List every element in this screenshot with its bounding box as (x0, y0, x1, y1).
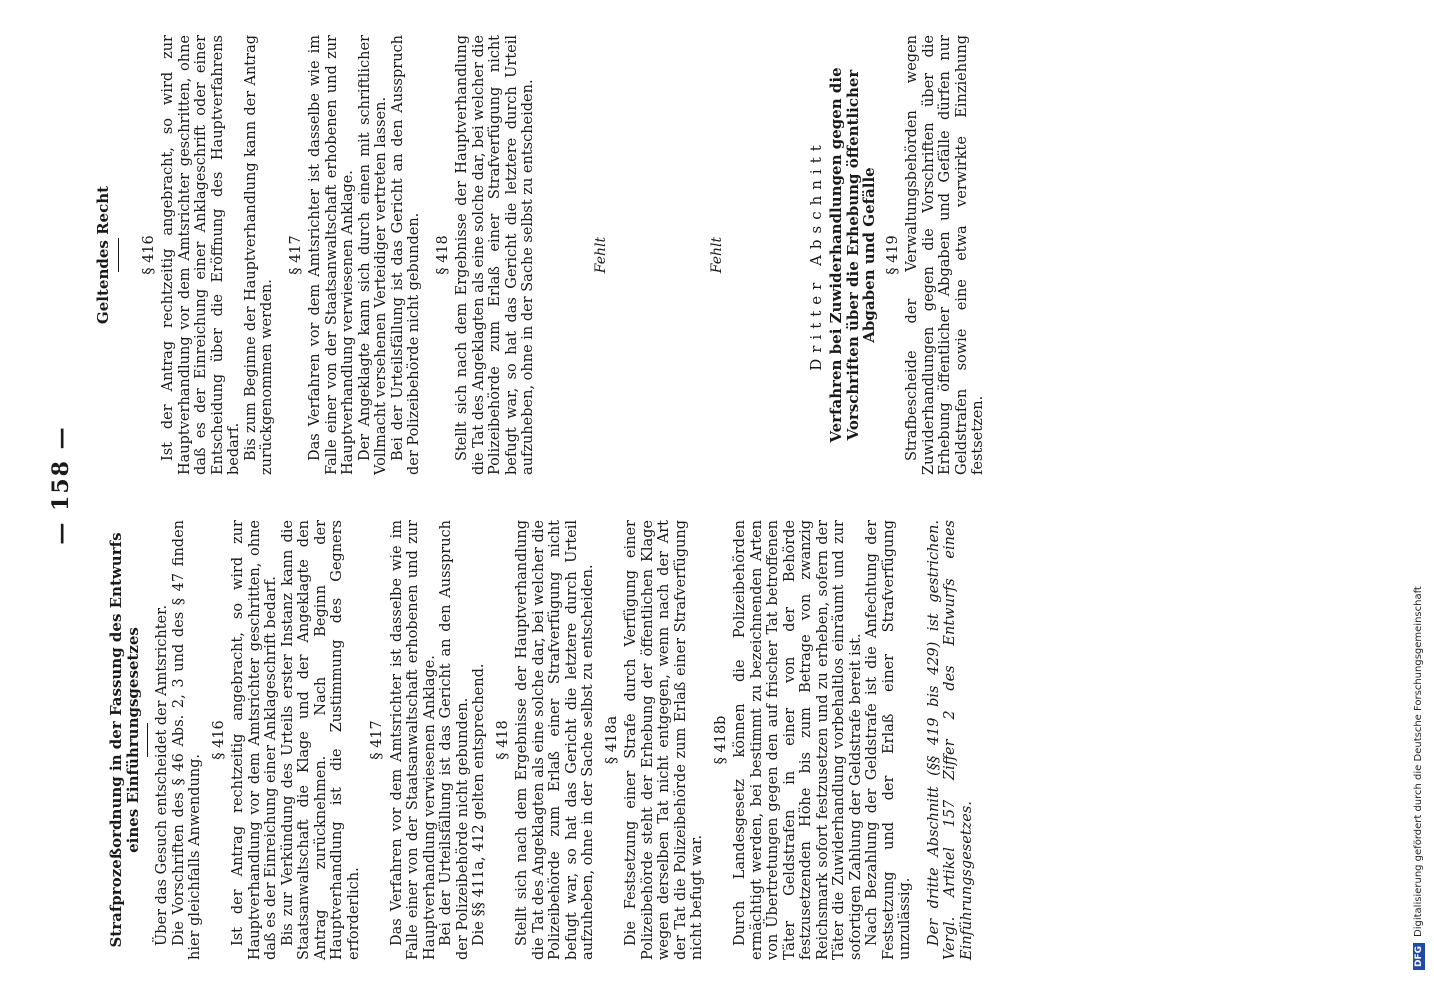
dfg-badge: DFG (1413, 943, 1425, 970)
section-paragraph: Bis zum Beginne der Hauptverhandlung kann der Antrag zurückgenommen werden. (242, 35, 275, 475)
section-title: § 416 (210, 720, 227, 760)
footnote: Der dritte Abschnitt (§§ 419 bis 429) ist gestrichen. Vergl. Artikel 157 Ziffer 2 des Entwurfs eines Einführungsgesetzes. (925, 520, 975, 960)
section-paragraph: Stellt sich nach dem Ergebnisse der Hauptverhandlung die Tat des Angeklagten als eine solche dar, bei welcher die Polizeibehörde zum Erlaß einer Strafverfügung nicht befugt war, so hat das Gericht die letztere durch Urteil aufzuheben, ohne in der Sache selbst zu entscheiden. (514, 520, 596, 960)
dfg-credit-text: Digitalisierung gefördert durch die Deutsche Forschungsgemeinschaft (1413, 586, 1424, 937)
section-paragraph: Ist der Antrag rechtzeitig angebracht, so wird zur Hauptverhandlung vor dem Amtsrichter geschritten, ohne daß es der Einreichung einer Anklageschrift bedarf. (230, 520, 279, 960)
section-title: § 417 (287, 235, 304, 275)
section-paragraph: Die §§ 411a, 412 gelten entsprechend. (471, 663, 487, 946)
section-title: § 418b (712, 715, 729, 765)
section-paragraph: Bei der Urteilsfällung ist das Gericht an den Ausspruch der Polizeibehörde nicht gebunden. (438, 520, 471, 960)
section-paragraph: Bei der Urteilsfällung ist das Gericht an den Ausspruch der Polizeibehörde nicht gebunden. (389, 35, 422, 475)
section-paragraph: Strafbescheide der Verwaltungsbehörden wegen Zuwiderhandlungen gegen die Vorschriften über die Erhebung öffentlicher Abgaben und Gefälle dürfen nur Geldstrafen sowie eine etwa verwirkte Einziehung festsetzen. (904, 35, 986, 475)
left-heading: Strafprozeßordnung in der Fassung des Entwurfs eines Einführungsgesetzes (107, 532, 142, 948)
fehlt-note: Fehlt (592, 236, 609, 274)
section-paragraph: Das Verfahren vor dem Amtsrichter ist dasselbe wie im Falle einer von der Staatsanwaltschaft erhobenen und zur Hauptverhandlung verwiesenen Anklage. (307, 35, 356, 475)
section-title: § 418 (494, 720, 511, 760)
intro-paragraph: Die Vorschriften des § 46 Abs. 2, 3 und des § 47 finden hier gleichfalls Anwendung. (170, 520, 203, 960)
dfg-sidebar (1404, 0, 1434, 1000)
abschnitt-title: Verfahren bei Zuwiderhandlungen gegen die Vorschriften über die Erhebung öffentlicher Abgaben und Gefälle (827, 67, 878, 443)
section-paragraph: Das Verfahren vor dem Amtsrichter ist dasselbe wie im Falle einer von der Staatsanwaltschaft erhobenen und zur Hauptverhandlung verwiesenen Anklage. (388, 520, 438, 960)
section-title: § 418a (603, 715, 620, 765)
section-paragraph: Der Angeklagte kann sich durch einen mit schriftlicher Vollmacht versehenen Verteidiger vertreten lassen. (356, 35, 389, 475)
section-paragraph: Die Festsetzung einer Strafe durch Verfügung einer Polizeibehörde steht der Erhebung der öffentlichen Klage wegen derselben Tat nicht entgegen, wenn nach der Art der Tat die Polizeibehörde zum Erlaß einer Strafverfügung nicht befugt war. (623, 520, 705, 960)
section-title: § 418 (434, 235, 451, 275)
section-paragraph: Ist der Antrag rechtzeitig angebracht, so wird zur Hauptverhandlung vor dem Amtsrichter geschritten, ohne daß es der Einreichung einer Anklageschrift oder einer Entscheidung über die Eröffnung des Hauptverfahrens bedarf. (160, 35, 242, 475)
right-column (95, 35, 987, 475)
section-paragraph: Nach Bezahlung der Geldstrafe ist die Anfechtung der Festsetzung und der Erlaß einer Strafverfügung unzulässig. (864, 520, 913, 960)
heading-rule (118, 238, 119, 272)
heading-rule (147, 723, 148, 757)
intro-paragraph: Über das Gesuch entscheidet der Amtsrichter. (154, 604, 170, 946)
section-title: § 419 (884, 235, 901, 275)
right-heading: Geltendes Recht (94, 185, 112, 325)
section-title: § 417 (369, 720, 385, 760)
section-paragraph: Stellt sich nach dem Ergebnisse der Hauptverhandlung die Tat des Angeklagten als eine solche dar, bei welcher die Polizeibehörde zum Erlaß einer Strafverfügung nicht befugt war, so hat das Gericht die letztere durch Urteil aufzuheben, ohne in der Sache selbst zu entscheiden. (454, 35, 536, 475)
fehlt-note: Fehlt (709, 236, 725, 274)
section-paragraph: Bis zur Verkündung des Urteils erster Instanz kann die Staatsanwaltschaft die Klage und der Angeklagte den Antrag zurücknehmen. Nach Beginn der Hauptverhandlung ist die Zustimmung des Gegners erforderlich. (279, 520, 362, 960)
section-title: § 416 (140, 235, 157, 275)
left-column (108, 520, 975, 960)
section-paragraph: Durch Landesgesetz können die Polizeibehörden ermächtigt werden, bei bestimmt zu bezeichnenden Arten von Übertretungen gegen den auf frischer Tat betroffenen Täter Geldstrafen in einer von der Behörde festzusetzenden Höhe bis zum Betrage von zwanzig Reichsmark sofort festzusetzen und zu erheben, sofern der Täter die Zuwiderhandlung vorbehaltlos einräumt und zur sofortigen Zahlung der Geldstrafe bereit ist. (732, 520, 864, 960)
page-number: — 158 — (48, 425, 74, 545)
abschnitt-label: Dritter Abschnitt (806, 139, 825, 371)
